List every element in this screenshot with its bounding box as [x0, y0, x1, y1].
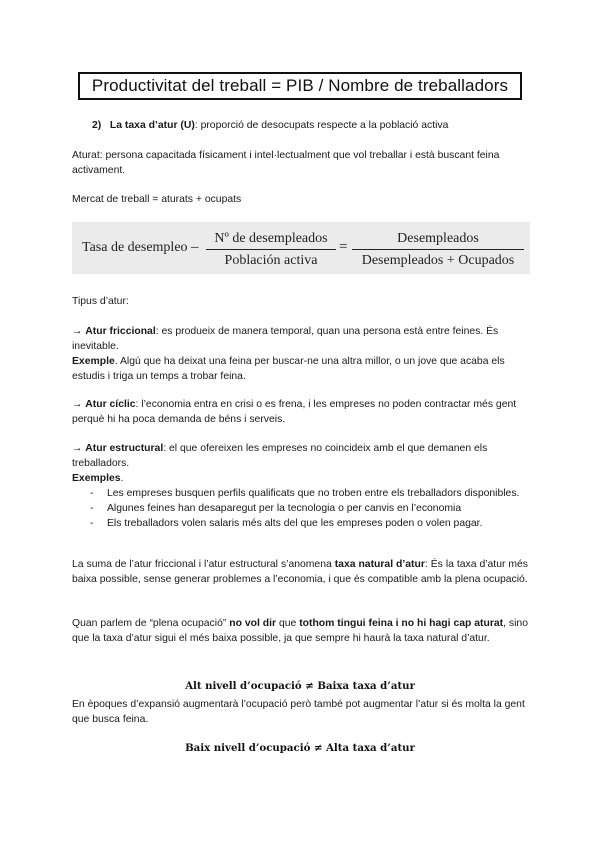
examples-dot: .	[120, 473, 124, 484]
examples-list	[72, 486, 528, 531]
arrow-icon: →	[72, 399, 83, 410]
item-taxa-atur	[92, 118, 528, 133]
taxa-natural-paragraph	[72, 557, 528, 587]
paragraph-text: La suma de l’atur friccional i l’atur estructural s’anomena	[72, 559, 335, 570]
arrow-icon: →	[72, 326, 83, 337]
list-item: - Les empreses busquen perfils qualificats que no troben entre els treballadors disponibles.	[72, 486, 528, 501]
emphasis-text: tothom tingui feina i no hi hagi cap aturat	[299, 618, 504, 629]
list-item: - Els treballadors volen salaris més alts del que les empreses poden o volen pagar.	[72, 516, 528, 531]
fraction-1-denominator: Población activa	[224, 253, 318, 268]
atur-estructural	[72, 441, 528, 531]
plena-ocupacio-paragraph	[72, 616, 528, 646]
friccional-text: : es produeix de manera temporal, quan una persona està entre feines. És inevitable.	[72, 326, 499, 352]
fraction-2-numerator: Desempleados	[352, 231, 524, 250]
heading-alt-nivell: Alt nivell d’ocupació ≠ Baixa taxa d’atur	[185, 680, 415, 692]
fraction-2	[352, 231, 524, 269]
fraction-1	[206, 231, 336, 269]
productivity-formula: Productivitat del treball = PIB / Nombre de treballadors	[91, 76, 509, 95]
tipus-title: Tipus d’atur:	[72, 296, 129, 307]
item-definition: : proporció de desocupats respecte a la població activa	[194, 120, 449, 131]
expansio-paragraph: En èpoques d’expansió augmentarà l’ocupació però també pot augmentar l’atur si és molta la gent que busca feina.	[72, 699, 525, 725]
friccional-term: Atur friccional	[85, 326, 156, 337]
arrow-icon: →	[72, 443, 83, 454]
emphasis-text: no vol dir	[229, 618, 277, 629]
paragraph-text: : És la taxa d’atur més baixa possible, sense generar problemes a l’economia, i que és compatible amb la plena ocupació.	[72, 559, 529, 585]
atur-friccional	[72, 324, 528, 384]
fraction-1-numerator: Nº de desempleados	[206, 231, 336, 250]
paragraph-text: Quan parlem de “plena ocupació”	[72, 618, 230, 629]
list-item: - Algunes feines han desaparegut per la tecnologia o per canvis en l’economia	[72, 501, 528, 516]
ciclic-term: Atur cíclic	[85, 399, 136, 410]
item-number: 2)	[92, 120, 102, 131]
productivity-formula-box	[78, 72, 522, 100]
example-label: Exemple	[72, 356, 115, 367]
equals-sign: =	[339, 239, 348, 255]
estructural-term: Atur estructural	[85, 443, 164, 454]
estructural-text: : el que ofereixen les empreses no coincideix amb el que demanen els treballadors.	[72, 443, 488, 469]
definition-aturat: Aturat: persona capacitada físicament i intel·lectualment que vol treballar i està buscant feina activament.	[72, 150, 500, 176]
paragraph-text: que	[276, 618, 300, 629]
example-text: . Algú que ha deixat una feina per buscar-ne una altra millor, o un jove que acaba els estudis i triga un temps a trobar feina.	[72, 356, 505, 382]
ciclic-text: : l’economia entra en crisi o es frena, i les empreses no poden contractar més gent perquè hi ha poca demanda de béns i serveis.	[72, 399, 517, 425]
taxa-natural-term: taxa natural d’atur	[334, 559, 425, 570]
paragraph-text: , sino que la taxa d’atur sigui el més baixa possible, ja que sempre hi haurà la taxa natural d’atur.	[72, 618, 528, 644]
examples-label: Exemples	[72, 473, 121, 484]
mercat-treball: Mercat de treball = aturats + ocupats	[72, 194, 242, 205]
fraction-2-denominator: Desempleados + Ocupados	[361, 253, 515, 268]
unemployment-rate-equation: Tasa de desempleo – Nº de desempleados Población activa = Desempleados Desempleados + Ocupados	[72, 222, 530, 274]
equation-lhs: Tasa de desempleo	[82, 240, 188, 255]
heading-baix-nivell: Baix nivell d’ocupació ≠ Alta taxa d’atur	[185, 742, 415, 754]
atur-ciclic	[72, 397, 528, 427]
item-term: La taxa d’atur (U)	[109, 120, 195, 131]
